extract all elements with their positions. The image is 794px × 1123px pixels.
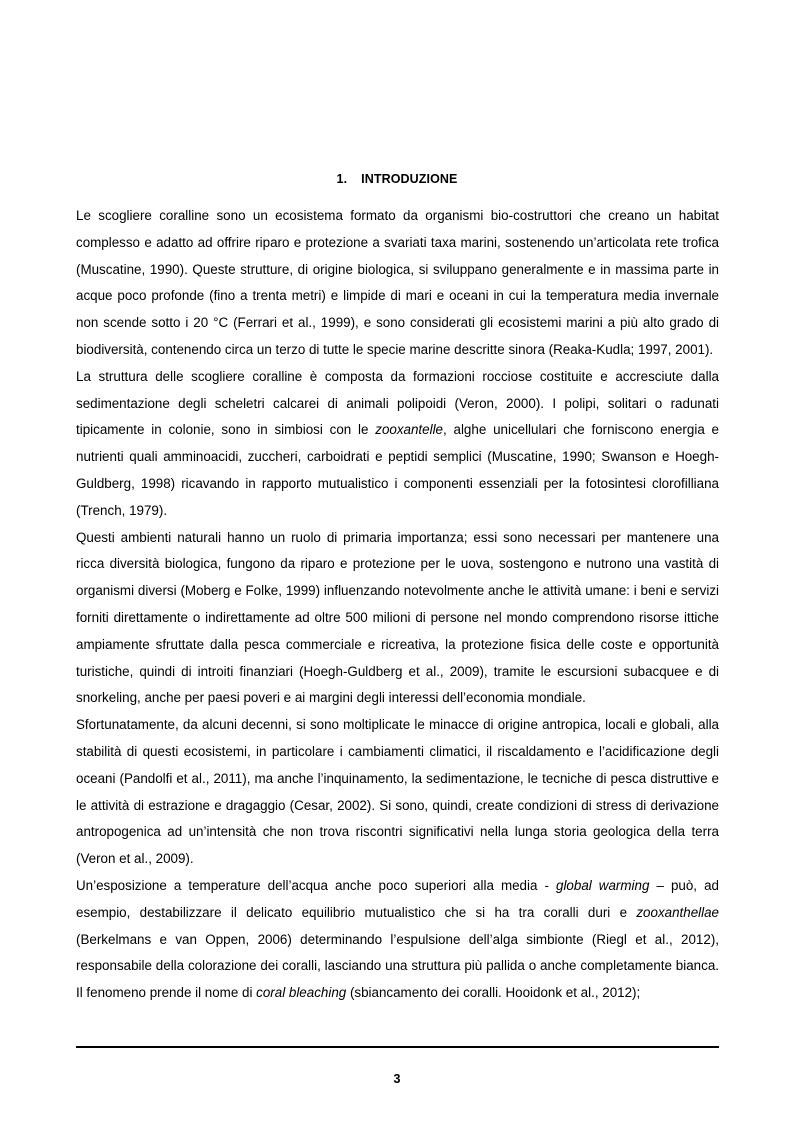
section-heading bbox=[0, 172, 794, 186]
paragraph-2-text-a: La struttura delle scogliere coralline è composta da formazioni rocciose costituite e accresciute dalla sedimentazione degli scheletri calcarei di animali polipoidi (Veron, 2000). I polipi, solitari o radunati tipicamente in colonie, sono in simbiosi con le bbox=[76, 368, 719, 438]
page-number: 3 bbox=[393, 1072, 401, 1086]
paragraph-4-text: Sfortunatamente, da alcuni decenni, si sono moltiplicate le minacce di origine antropica, locali e globali, alla stabilità di questi ecosistemi, in particolare i cambiamenti climatici, il riscaldamento e l’acidificazione degli oceani (Pandolfi et al., 2011), ma anche l’inquinamento, la sedimentazione, le tecniche di pesca distruttive e le attività di estrazione e dragaggio (Cesar, 2002). Si sono, quindi, create condizioni di stress di derivazione antropogenica ad un’intensità che non trova riscontri significativi nella lunga storia geologica della terra (Veron et al., 2009). bbox=[76, 717, 719, 867]
paragraph-2-text-b: , alghe unicellulari che forniscono energia e nutrienti quali amminoacidi, zuccheri, carboidrati e peptidi semplici (Muscatine, 1990; Swanson e Hoegh-Guldberg, 1998) ricavando in rapporto mutualistico i componenti essenziali per la fotosintesi clorofilliana (Trench, 1979). bbox=[76, 422, 720, 518]
paragraph-3 bbox=[76, 525, 719, 713]
italic-term-global-warming: global warming bbox=[556, 877, 650, 893]
paragraph-1-text: Le scogliere coralline sono un ecosistema formato da organismi bio-costruttori che creano un habitat complesso e adatto ad offrire riparo e protezione a svariati taxa marini, sostenendo un’articolata rete trofica (Muscatine, 1990). Queste strutture, di origine biologica, si sviluppano generalmente e in massima parte in acque poco profonde (fino a trenta metri) e limpide di mari e oceani in cui la temperatura media invernale non scende sotto i 20 °C (Ferrari et al., 1999), e sono considerati gli ecosistemi marini a più alto grado di biodiversità, contenendo circa un terzo di tutte le specie marine descritte sinora (Reaka-Kudla; 1997, 2001). bbox=[76, 208, 719, 357]
paragraph-5-text-d: (sbiancamento dei coralli. Hooidonk et al., 2012); bbox=[346, 985, 641, 1001]
body-text bbox=[76, 203, 719, 1007]
italic-term-zooxantelle: zooxantelle bbox=[375, 422, 443, 438]
paragraph-5-text-a: Un’esposizione a temperature dell’acqua anche poco superiori alla media - bbox=[76, 877, 556, 893]
paragraph-5 bbox=[76, 873, 719, 1007]
paragraph-5-text-c: (Berkelmans e van Oppen, 2006) determinando l’espulsione dell’alga simbionte (Riegl et al., 2012), responsabile della colorazione dei coralli, lasciando una struttura più pallida o anche completamente bianca. Il fenomeno prende il nome di bbox=[76, 931, 719, 1001]
paragraph-3-text: Questi ambienti naturali hanno un ruolo di primaria importanza; essi sono necessari per mantenere una ricca diversità biologica, fungono da riparo e protezione per le uova, sostengono e nutrono una vastità di organismi diversi (Moberg e Folke, 1999) influenzando notevolmente anche le attività umane: i beni e servizi forniti direttamente o indirettamente ad oltre 500 milioni di persone nel mondo comprendono risorse ittiche ampiamente sfruttate dalla pesca commerciale e ricreativa, la protezione fisica delle coste e opportunità turistiche, quindi di introiti finanziari (Hoegh-Guldberg et al., 2009), tramite le escursioni subacquee e di snorkeling, anche per paesi poveri e ai margini degli interessi dell’economia mondiale. bbox=[76, 529, 719, 706]
italic-term-coral-bleaching: coral bleaching bbox=[256, 985, 347, 1001]
footer-rule bbox=[76, 1046, 719, 1048]
paragraph-2 bbox=[76, 364, 719, 525]
paragraph-1 bbox=[76, 203, 719, 364]
section-title: INTRODUZIONE bbox=[361, 172, 458, 186]
paragraph-4 bbox=[76, 712, 719, 873]
italic-term-zooxanthellae: zooxanthellae bbox=[636, 904, 719, 920]
section-number: 1. bbox=[336, 172, 348, 186]
paragraph-5-text-b: – può, ad esempio, destabilizzare il delicato equilibrio mutualistico che si ha tra coralli duri e bbox=[76, 877, 719, 920]
